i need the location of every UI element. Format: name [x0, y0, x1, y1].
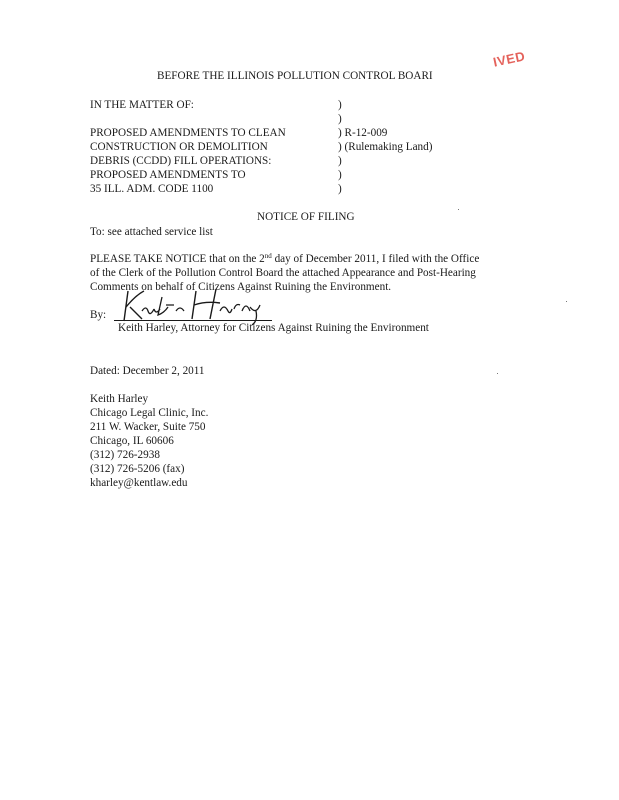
notice-title: NOTICE OF FILING — [257, 211, 355, 223]
docket-number: ) R-12-009 — [338, 127, 388, 139]
caption-paren: ) — [338, 183, 342, 195]
contact-organization: Chicago Legal Clinic, Inc. — [90, 407, 209, 419]
scan-speck — [497, 373, 498, 374]
contact-fax: (312) 726-5206 (fax) — [90, 463, 185, 475]
contact-city: Chicago, IL 60606 — [90, 435, 174, 447]
by-label: By: — [90, 309, 107, 321]
signature-line — [114, 320, 272, 321]
scan-speck — [458, 209, 459, 210]
signature-image — [122, 285, 272, 325]
scan-speck — [566, 301, 567, 302]
signer-name: Keith Harley, Attorney for Citizens Against Ruining the Environment — [118, 322, 429, 334]
caption-line: PROPOSED AMENDMENTS TO CLEAN — [90, 127, 286, 139]
caption-paren: ) — [338, 169, 342, 181]
caption-paren: ) — [338, 155, 342, 167]
caption-line: PROPOSED AMENDMENTS TO — [90, 169, 246, 181]
service-list-line: To: see attached service list — [90, 226, 213, 238]
notice-body-line: of the Clerk of the Pollution Control Board the attached Appearance and Post-Hearing — [90, 267, 476, 279]
notice-body-line: PLEASE TAKE NOTICE that on the 2nd day of December 2011, I filed with the Office — [90, 252, 480, 265]
contact-email: kharley@kentlaw.edu — [90, 477, 188, 489]
caption-line: CONSTRUCTION OR DEMOLITION — [90, 141, 268, 153]
notice-body-line: Comments on behalf of Citizens Against Ruining the Environment. — [90, 281, 392, 293]
caption-paren: ) — [338, 113, 342, 125]
contact-phone: (312) 726-2938 — [90, 449, 160, 461]
caption-line: IN THE MATTER OF: — [90, 99, 194, 111]
rulemaking-type: ) (Rulemaking Land) — [338, 141, 433, 153]
caption-line: DEBRIS (CCDD) FILL OPERATIONS: — [90, 155, 272, 167]
contact-name: Keith Harley — [90, 393, 149, 405]
caption-paren: ) — [338, 99, 342, 111]
caption-line: 35 ILL. ADM. CODE 1100 — [90, 183, 214, 195]
board-title: BEFORE THE ILLINOIS POLLUTION CONTROL BOARI — [157, 70, 433, 82]
contact-street: 211 W. Wacker, Suite 750 — [90, 421, 206, 433]
received-stamp: IVED — [491, 48, 527, 70]
dated-line: Dated: December 2, 2011 — [90, 365, 205, 377]
